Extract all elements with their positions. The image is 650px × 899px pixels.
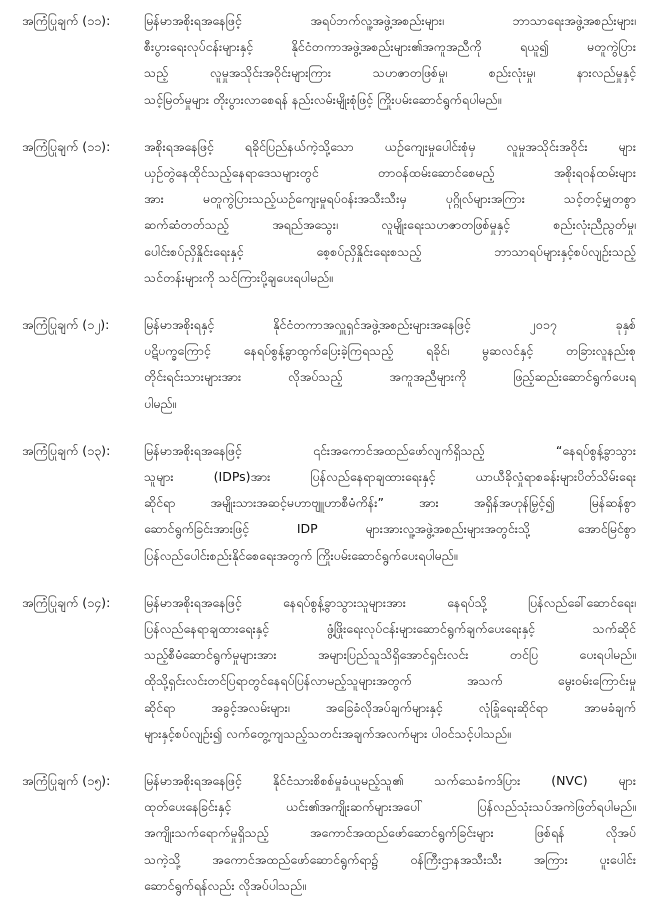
recommendation-text [144, 768, 636, 899]
recommendation-text [144, 438, 636, 569]
recommendation-15 [22, 768, 636, 899]
text-line: ဆိုင်ရာ အခွင့်အလမ်းများ၊ အခြေခံလိုအပ်ချက်များနှင့် လုံခြုံရေးဆိုင်ရာ အာမခံချက် [144, 699, 636, 715]
text-line: သူများ (IDPs)အား ပြန်လည်နေရာချထားရေးနှင့် ယာယီခိုလှုံရာစခန်းများပိတ်သိမ်းရေး [144, 469, 636, 485]
text-line: ပြန်လည်နေရာချထားရေးနှင့် ဖွံ့ဖြိုးရေးလုပ်ငန်းများဆောင်ရွက်ချက်ပေးရေးနှင့် သက်ဆိုင် [144, 621, 636, 637]
text-line: မြန်မာအစိုးရနှင့် နိုင်ငံတကာအလှူရှင်အဖွဲ့အစည်းများအနေဖြင့် ၂၀၁၇ ခုနှစ် [144, 317, 636, 333]
recommendation-text [144, 134, 636, 291]
recommendation-12 [22, 312, 636, 417]
text-line: ပါမည်။ [144, 395, 177, 411]
text-line: ယှဉ်တွဲနေထိုင်သည့်နေရာဒေသများတွင် တာဝန်ထမ်းဆောင်စေမည့် အစိုးရဝန်ထမ်းများ [144, 165, 636, 181]
text-line: သင့်မြတ်မှုများ တိုးပွားလာစေရန် နည်းလမ်းမျိုးစုံဖြင့် ကြိုးပမ်းဆောင်ရွက်ရပါမည်။ [144, 91, 502, 107]
text-line: ဆောင်ရွက်ရန်လည်း လိုအပ်ပါသည်။ [144, 877, 307, 893]
recommendation-label: အကြံပြုချက် (၁၄): [22, 594, 111, 610]
text-line: ဆောင်ရွက်ခြင်းအားဖြင့် IDP များအားလူ့အဖွဲ့အစည်းများအတွင်းသို့ အောင်မြင်စွာ [144, 521, 636, 537]
text-line: သည့် လူမှုအသိုင်းအဝိုင်းများကြား သဟဇာတဖြစ်မှု၊ စည်းလုံးမှု၊ နားလည်မှုနှင့် [144, 65, 636, 81]
recommendation-label: အကြံပြုချက် (၁၅): [22, 773, 111, 789]
text-line: ပြန်လည်ပေါင်းစည်းနိုင်စေရေးအတွက် ကြိုးပမ်းဆောင်ရွက်ပေးရပါမည်။ [144, 547, 458, 563]
recommendation-text [144, 590, 636, 747]
text-line: ထိုသို့ရှင်းလင်းတင်ပြရာတွင်နေရပ်ပြန်လာမည့်သူများအတွက် အသက် မွေးဝမ်းကြောင်းမှု [144, 673, 636, 689]
text-line: သကဲ့သို့ အကောင်အထည်ဖော်ဆောင်ရွက်ရာ၌ ဝန်ကြီးဌာနအသီးသီး အကြား ပူးပေါင်း [144, 851, 636, 867]
recommendation-label: အကြံပြုချက် (၁၁): [22, 138, 111, 154]
text-line: အကျိုးသက်ရောက်မှုရှိသည့် အကောင်အထည်ဖော်ဆောင်ရွက်ခြင်းများ ဖြစ်ရန် လိုအပ် [144, 825, 636, 841]
text-line: တိုင်းရင်းသားများအား လိုအပ်သည့် အကူအညီများကို ဖြည့်ဆည်းဆောင်ရွက်ပေးရ [144, 369, 636, 385]
recommendation-11 [22, 8, 636, 113]
text-line: ဆက်ဆံတတ်သည့် အရည်အသွေး၊ လူမျိုးရေးသဟဇာတဖြစ်မှုနှင့် စည်းလုံးညီညွတ်မှု၊ [144, 217, 636, 233]
text-line: မြန်မာအစိုးရအနေဖြင့် အရပ်ဘက်လူ့အဖွဲ့အစည်းများ၊ ဘာသာရေးအဖွဲ့အစည်းများ၊ [144, 13, 636, 28]
text-line: များနှင့်စပ်လျဉ်း၍ လက်တွေ့ကျသည့်သတင်းအချက်အလက်များ ပါဝင်သင့်ပါသည်။ [144, 725, 511, 741]
recommendation-text [144, 312, 636, 417]
recommendation-text [144, 8, 636, 113]
text-line: စီးပွားရေးလုပ်ငန်းများနှင့် နိုင်ငံတကာအဖွဲ့အစည်းများ၏အကူအညီကို ရယူ၍ မတူကွဲပြား [144, 39, 636, 55]
text-line: ပေါင်းစပ်ညှိနှိုင်းရေးနှင့် စေ့စပ်ညှိနှိုင်းရေးစသည့် ဘာသာရပ်များနှင့်စပ်လျဉ်းသည့် [144, 243, 636, 259]
recommendation-14 [22, 590, 636, 747]
text-line: ထုတ်ပေးနေခြင်းနှင့် ယင်း၏အကျိုးဆက်များအပေါ် ပြန်လည်သုံးသပ်အကဲဖြတ်ရပါမည်။ [144, 799, 636, 815]
recommendation-label: အကြံပြုချက် (၁၂): [22, 317, 110, 333]
text-line: အစိုးရအနေဖြင့် ရခိုင်ပြည်နယ်ကဲ့သို့သော ယဉ်ကျေးမှုပေါင်းစုံမှ လူမှုအသိုင်းအဝိုင်း များ [144, 138, 636, 154]
recommendation-13 [22, 438, 636, 569]
recommendation-label: အကြံပြုချက် (၁၃): [22, 442, 111, 458]
recommendation-11b [22, 134, 636, 291]
text-line: ဆိုင်ရာ အမျိုးသားအဆင့်မဟာဗျူဟာစီမံကိန်း” အား အရှိန်အဟုန်မြှင့်၍ မြန်ဆန်စွာ [144, 495, 636, 511]
text-line: အား မတူကွဲပြားသည့်ယဉ်ကျေးမှုရပ်ဝန်းအသီးသီးမှ ပုဂ္ဂိုလ်များအကြား သင့်တင့်မျှတစွာ [144, 191, 636, 207]
text-line: မြန်မာအစိုးရအနေဖြင့် နေရပ်စွန့်ခွာသွားသူများအား နေရပ်သို့ ပြန်လည်ခေါ်ဆောင်ရေး၊ [144, 594, 636, 610]
text-line: ပဋိပက္ခကြောင့် နေရပ်စွန့်ခွာထွက်ပြေးခဲ့ကြရသည့် ရခိုင်၊ မွဆလင်နှင့် တခြားလူနည်းစု [144, 343, 636, 359]
text-line: မြန်မာအစိုးရအနေဖြင့် နိုင်ငံသားစိစစ်မှုခံယူမည့်သူ၏ သက်သေခံကဒ်ပြား (NVC) များ [144, 773, 636, 789]
text-line: သင်တန်းများကို သင်ကြားပို့ချပေးရပါမည်။ [144, 269, 333, 285]
text-line: သည့်စီမံဆောင်ရွက်မှုများအား အများပြည်သူသိရှိအောင်ရှင်းလင်း တင်ပြ ပေးရပါမည်။ [144, 647, 636, 663]
recommendation-label: အကြံပြုချက် (၁၁): [22, 13, 111, 28]
text-line: မြန်မာအစိုးရအနေဖြင့် ၎င်းအကောင်အထည်ဖော်လျက်ရှိသည့် “နေရပ်စွန့်ခွာသွား [144, 442, 636, 458]
